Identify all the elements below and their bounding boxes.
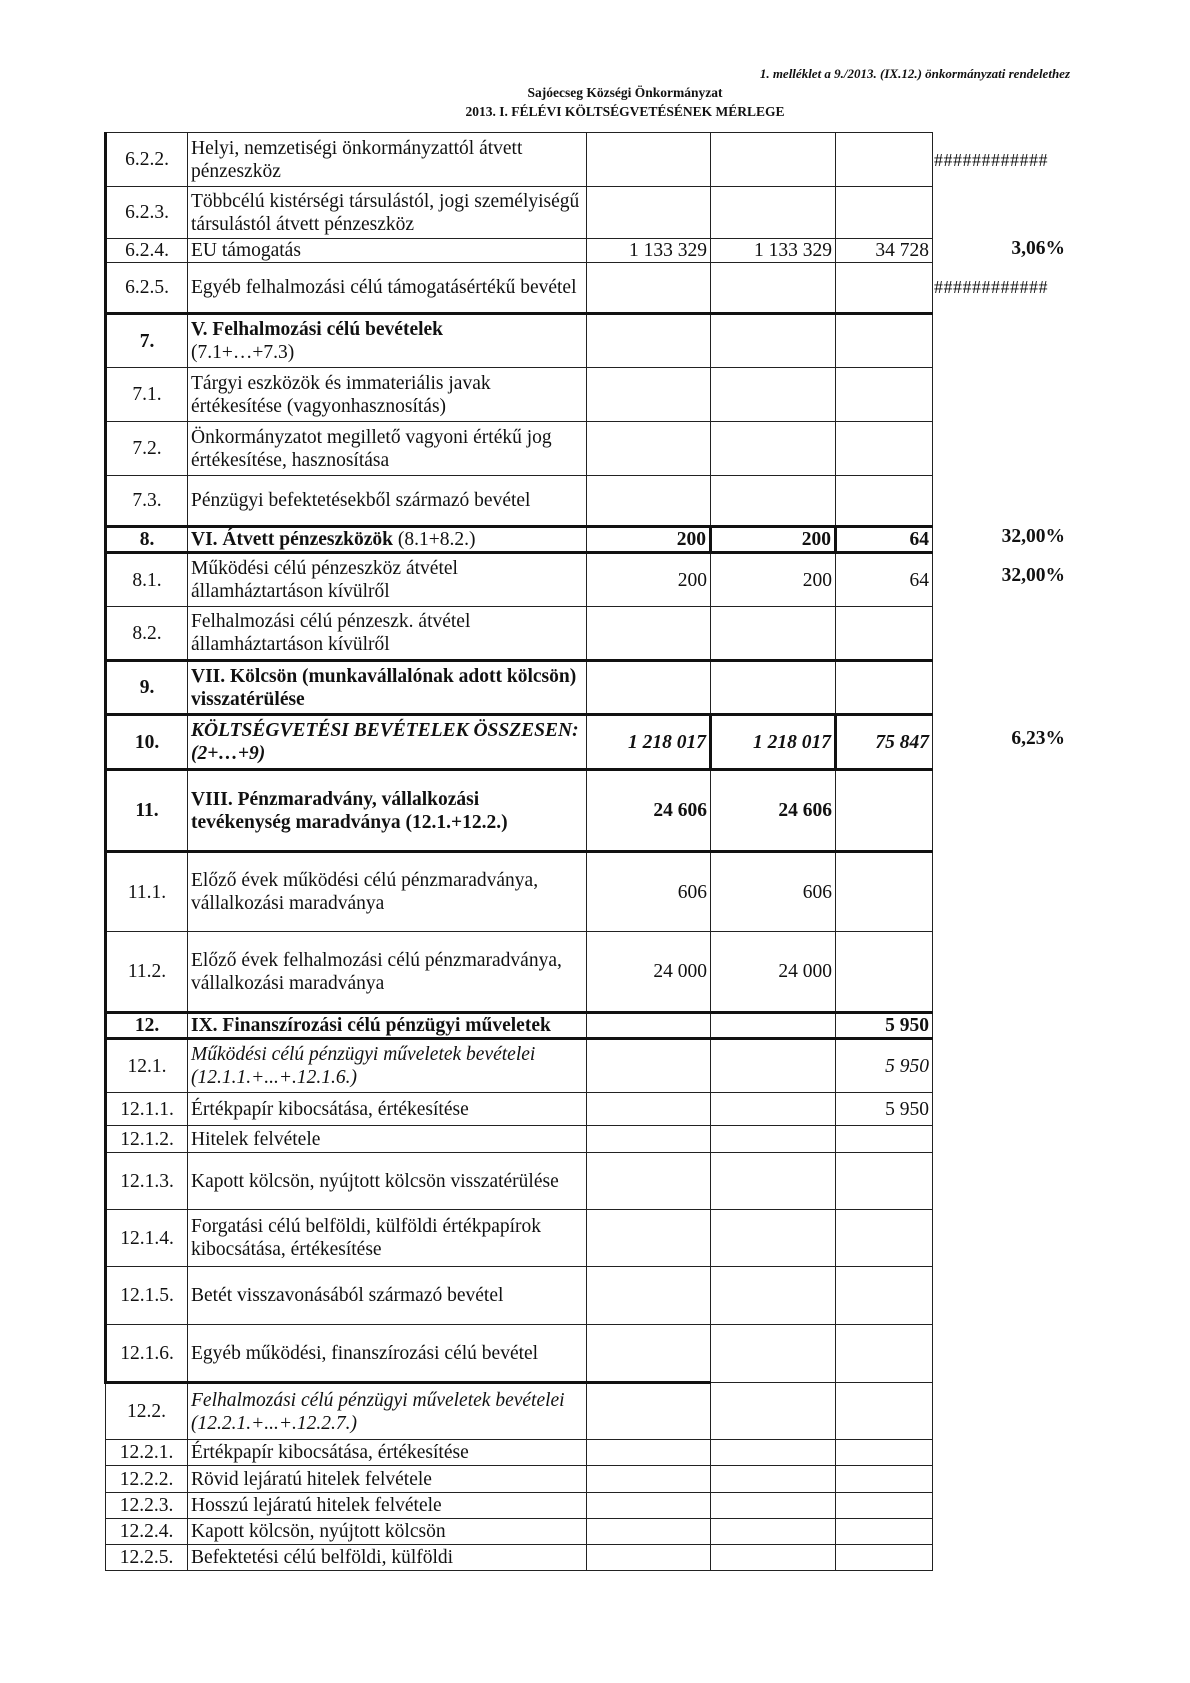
value-original [587, 1519, 711, 1545]
row-description: Értékpapír kibocsátása, értékesítése [188, 1440, 587, 1466]
value-original [587, 1493, 711, 1519]
value-modified [711, 1466, 836, 1493]
value-modified [711, 368, 836, 422]
value-actual [836, 314, 933, 368]
row-code: 7.2. [106, 422, 188, 476]
row-code: 6.2.4. [106, 239, 188, 263]
row-code: 11.1. [106, 852, 188, 932]
table-row [106, 368, 933, 422]
value-original [587, 1039, 711, 1093]
row-code: 12.1.4. [106, 1210, 188, 1267]
row-description: Betét visszavonásából származó bevétel [188, 1267, 587, 1325]
row-description: Pénzügyi befektetésekből származó bevétel [188, 476, 587, 527]
row-code: 12. [106, 1013, 188, 1039]
row-description: IX. Finanszírozási célú pénzügyi műveletek [188, 1013, 587, 1039]
row-description: Előző évek felhalmozási célú pénzmaradványa, vállalkozási maradványa [188, 932, 587, 1013]
table-row [106, 1466, 933, 1493]
row-code: 6.2.5. [106, 263, 188, 314]
row-code: 12.2.5. [106, 1545, 188, 1571]
row-description: Befektetési célú belföldi, külföldi [188, 1545, 587, 1571]
row-description: Felhalmozási célú pénzügyi műveletek bevételei (12.2.1.+...+.12.2.7.) [188, 1383, 587, 1440]
value-actual [836, 368, 933, 422]
value-actual [836, 133, 933, 187]
value-original [587, 314, 711, 368]
value-original: 1 133 329 [587, 239, 711, 263]
value-modified [711, 1039, 836, 1093]
table-row [106, 1383, 933, 1440]
value-modified: 1 133 329 [711, 239, 836, 263]
row-code: 12.1.2. [106, 1126, 188, 1153]
value-actual [836, 1466, 933, 1493]
row-description [188, 314, 587, 368]
value-modified [711, 1440, 836, 1466]
row-code: 12.2.4. [106, 1519, 188, 1545]
value-modified: 24 606 [711, 770, 836, 852]
value-actual: 64 [836, 553, 933, 607]
value-modified: 200 [711, 527, 836, 553]
percentage-overflow: ############ [934, 150, 1048, 170]
value-modified [711, 607, 836, 661]
budget-balance-table [104, 132, 933, 1571]
value-modified [711, 476, 836, 527]
row-description: Értékpapír kibocsátása, értékesítése [188, 1093, 587, 1126]
section-title: V. Felhalmozási célú bevételek [191, 319, 444, 340]
row-description: Helyi, nemzetiségi önkormányzattól átvett pénzeszköz [188, 133, 587, 187]
value-modified [711, 1383, 836, 1440]
row-code: 7. [106, 314, 188, 368]
annex-reference: 1. melléklet a 9./2013. (IX.12.) önkormányzati rendelethez [759, 66, 1070, 81]
value-actual [836, 1267, 933, 1325]
row-code: 12.1.3. [106, 1153, 188, 1210]
value-original: 24 000 [587, 932, 711, 1013]
value-original [587, 1440, 711, 1466]
row-code: 12.2. [106, 1383, 188, 1440]
row-code: 6.2.2. [106, 133, 188, 187]
value-modified [711, 661, 836, 715]
row-code: 11. [106, 770, 188, 852]
value-actual: 5 950 [836, 1013, 933, 1039]
row-code: 9. [106, 661, 188, 715]
value-original [587, 263, 711, 314]
table-row [106, 553, 933, 607]
value-modified: 606 [711, 852, 836, 932]
value-modified [711, 133, 836, 187]
table-row-section [106, 1013, 933, 1039]
value-original: 1 218 017 [587, 715, 711, 770]
value-original [587, 1545, 711, 1571]
table-row [106, 1519, 933, 1545]
table-row-section [106, 770, 933, 852]
value-modified [711, 1519, 836, 1545]
row-code: 8.1. [106, 553, 188, 607]
table-row [106, 133, 933, 187]
value-original [587, 661, 711, 715]
value-modified [711, 1545, 836, 1571]
row-description: Felhalmozási célú pénzeszk. átvétel államháztartáson kívülről [188, 607, 587, 661]
row-code: 12.2.3. [106, 1493, 188, 1519]
value-actual [836, 1519, 933, 1545]
value-actual [836, 187, 933, 239]
value-original [587, 368, 711, 422]
row-description: KÖLTSÉGVETÉSI BEVÉTELEK ÖSSZESEN: (2+…+9) [188, 715, 587, 770]
table-row [106, 1093, 933, 1126]
table-row [106, 476, 933, 527]
row-description: Előző évek működési célú pénzmaradványa, vállalkozási maradványa [188, 852, 587, 932]
section-formula: (7.1+…+7.3) [191, 342, 295, 363]
value-modified [711, 1126, 836, 1153]
row-code: 8.2. [106, 607, 188, 661]
row-code: 7.3. [106, 476, 188, 527]
value-actual [836, 1383, 933, 1440]
value-actual [836, 422, 933, 476]
value-original [587, 1093, 711, 1126]
table-row [106, 422, 933, 476]
value-original [587, 1013, 711, 1039]
percentage-value: 3,06% [1011, 238, 1065, 259]
value-modified [711, 1153, 836, 1210]
value-actual [836, 661, 933, 715]
percentage-value: 6,23% [1011, 728, 1065, 749]
value-modified [711, 1267, 836, 1325]
table-row [106, 607, 933, 661]
row-description: Működési célú pénzügyi műveletek bevételei (12.1.1.+...+.12.1.6.) [188, 1039, 587, 1093]
row-code: 6.2.3. [106, 187, 188, 239]
table-row [106, 852, 933, 932]
value-modified [711, 422, 836, 476]
value-actual [836, 1126, 933, 1153]
row-description: Egyéb felhalmozási célú támogatásértékű bevétel [188, 263, 587, 314]
value-original [587, 476, 711, 527]
row-description: Tárgyi eszközök és immateriális javak értékesítése (vagyonhasznosítás) [188, 368, 587, 422]
row-code: 10. [106, 715, 188, 770]
value-actual [836, 932, 933, 1013]
table-row [106, 263, 933, 314]
percentage-value: 32,00% [1001, 526, 1065, 547]
value-actual [836, 1153, 933, 1210]
value-actual [836, 476, 933, 527]
value-actual [836, 852, 933, 932]
value-actual [836, 1210, 933, 1267]
row-code: 12.1. [106, 1039, 188, 1093]
row-code: 7.1. [106, 368, 188, 422]
row-description: Rövid lejáratú hitelek felvétele [188, 1466, 587, 1493]
value-actual [836, 607, 933, 661]
value-actual [836, 770, 933, 852]
value-actual [836, 1493, 933, 1519]
value-actual [836, 1325, 933, 1383]
table-row [106, 1126, 933, 1153]
value-modified [711, 1493, 836, 1519]
section-title: VI. Átvett pénzeszközök [191, 529, 394, 550]
percentage-overflow: ############ [934, 277, 1048, 297]
row-description: Többcélú kistérségi társulástól, jogi személyiségű társulástól átvett pénzeszköz [188, 187, 587, 239]
value-modified [711, 263, 836, 314]
value-original: 200 [587, 527, 711, 553]
table-row [106, 932, 933, 1013]
value-original [587, 607, 711, 661]
value-modified: 200 [711, 553, 836, 607]
value-original [587, 1325, 711, 1383]
row-code: 8. [106, 527, 188, 553]
percentage-value: 32,00% [1001, 565, 1065, 586]
table-row-total [106, 715, 933, 770]
value-original [587, 422, 711, 476]
row-description: Egyéb működési, finanszírozási célú bevétel [188, 1325, 587, 1383]
table-row [106, 1493, 933, 1519]
row-description: Önkormányzatot megillető vagyoni értékű jog értékesítése, hasznosítása [188, 422, 587, 476]
row-code: 11.2. [106, 932, 188, 1013]
value-modified: 24 000 [711, 932, 836, 1013]
value-original [587, 133, 711, 187]
value-actual: 75 847 [836, 715, 933, 770]
value-actual: 34 728 [836, 239, 933, 263]
table-row [106, 1210, 933, 1267]
value-original [587, 1210, 711, 1267]
row-description: Kapott kölcsön, nyújtott kölcsön visszatérülése [188, 1153, 587, 1210]
row-description: VII. Kölcsön (munkavállalónak adott kölcsön) visszatérülése [188, 661, 587, 715]
table-row [106, 1545, 933, 1571]
value-actual [836, 1440, 933, 1466]
row-code: 12.1.5. [106, 1267, 188, 1325]
table-row-section [106, 527, 933, 553]
value-modified [711, 1325, 836, 1383]
value-modified: 1 218 017 [711, 715, 836, 770]
value-original [587, 1267, 711, 1325]
table-row [106, 1039, 933, 1093]
value-actual [836, 1545, 933, 1571]
value-modified [711, 1093, 836, 1126]
table-row [106, 239, 933, 263]
row-description: Forgatási célú belföldi, külföldi értékpapírok kibocsátása, értékesítése [188, 1210, 587, 1267]
value-actual: 64 [836, 527, 933, 553]
value-original [587, 1383, 711, 1440]
row-description: VIII. Pénzmaradvány, vállalkozási tevékenység maradványa (12.1.+12.2.) [188, 770, 587, 852]
value-modified [711, 1013, 836, 1039]
table-row [106, 1153, 933, 1210]
table-row-section [106, 661, 933, 715]
value-modified [711, 187, 836, 239]
row-code: 12.2.1. [106, 1440, 188, 1466]
value-original [587, 187, 711, 239]
row-description: Kapott kölcsön, nyújtott kölcsön [188, 1519, 587, 1545]
value-original: 24 606 [587, 770, 711, 852]
value-original: 200 [587, 553, 711, 607]
table-row [106, 1440, 933, 1466]
table-row-section [106, 314, 933, 368]
row-description [188, 527, 587, 553]
row-description: Működési célú pénzeszköz átvétel államháztartáson kívülről [188, 553, 587, 607]
table-row [106, 187, 933, 239]
organization-name: Sajóecseg Községi Önkormányzat [527, 85, 723, 100]
value-modified [711, 1210, 836, 1267]
value-modified [711, 314, 836, 368]
value-original [587, 1466, 711, 1493]
table-row [106, 1267, 933, 1325]
value-actual: 5 950 [836, 1039, 933, 1093]
row-code: 12.1.1. [106, 1093, 188, 1126]
value-original [587, 1126, 711, 1153]
value-actual [836, 263, 933, 314]
table-row [106, 1325, 933, 1383]
row-code: 12.2.2. [106, 1466, 188, 1493]
value-actual: 5 950 [836, 1093, 933, 1126]
value-original [587, 1153, 711, 1210]
document-title: 2013. I. FÉLÉVI KÖLTSÉGVETÉSÉNEK MÉRLEGE [465, 104, 785, 119]
row-description: EU támogatás [188, 239, 587, 263]
value-original: 606 [587, 852, 711, 932]
row-code: 12.1.6. [106, 1325, 188, 1383]
section-formula: (8.1+8.2.) [393, 529, 476, 550]
row-description: Hosszú lejáratú hitelek felvétele [188, 1493, 587, 1519]
row-description: Hitelek felvétele [188, 1126, 587, 1153]
